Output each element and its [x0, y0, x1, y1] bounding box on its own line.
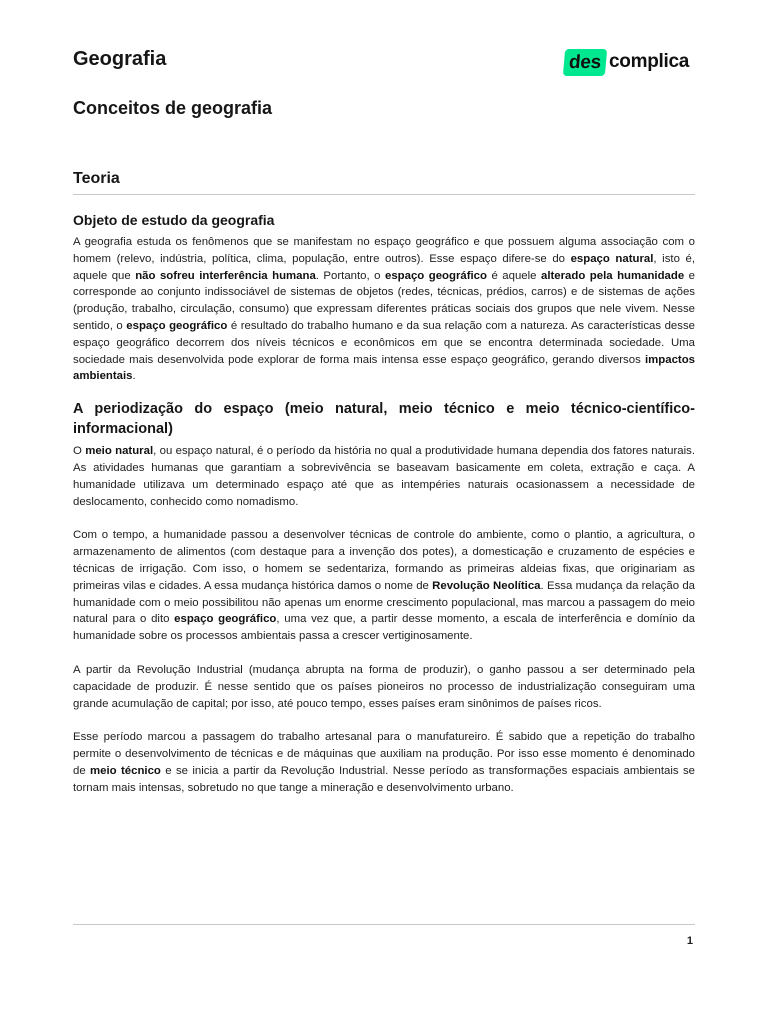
document-page	[73, 0, 695, 1024]
content-body	[73, 210, 695, 797]
paragraph-meio-tecnico: Esse período marcou a passagem do trabalho artesanal para o manufatureiro. É sabido que a repetição do trabalho permite o desenvolvimento de técnicas e de máquinas que auxiliam na produção. Por isso esse momento é denominado de meio técnico e se inicia a partir da Revolução Industrial. Nesse período as transformações espaciais ambientais se tornam mais intensas, sobretudo no que tange a mineração e desenvolvimento urbano.	[73, 731, 695, 794]
subject-title: Geografia	[73, 48, 167, 70]
page-number: 1	[686, 935, 693, 947]
section-divider	[73, 194, 695, 195]
section-title: Teoria	[73, 170, 120, 187]
footer-divider	[73, 924, 695, 925]
subsection-heading-2: A periodização do espaço (meio natural, meio técnico e meio técnico-científico-informacional)	[73, 401, 695, 438]
paragraph-meio-natural: O meio natural, ou espaço natural, é o período da história no qual a produtividade humana dependia dos fatores naturais. As atividades humanas que garantiam a sobrevivência se baseavam basicamente em coleta, extração e caça. A humanidade utilizava um determinado espaço até que as intempéries naturais ocasionassem a necessidade de deslocamento, conhecido como nomadismo.	[73, 445, 695, 508]
logo-badge: des	[563, 49, 607, 76]
logo-wordmark: complica	[609, 51, 689, 72]
paragraph-revolucao-neolitica: Com o tempo, a humanidade passou a desenvolver técnicas de controle do ambiente, como o plantio, a agricultura, o armazenamento de alimentos (com destaque para a invenção dos potes), a domesticação e cruzamento de espécies e técnicas de irrigação. Com isso, o homem se sedentariza, formando as primeiras aldeias fixas, que originariam as primeiras vilas e cidades. A essa mudança histórica damos o nome de Revolução Neolítica. Essa mudança da relação da humanidade com o meio possibilitou não apenas um enorme crescimento populacional, mas marcou a passagem do meio natural para o dito espaço geográfico, uma vez que, a partir desse momento, a escala de interferência e domínio da humanidade sobre os processos ambientais passa a crescer vertiginosamente.	[73, 529, 695, 643]
descomplica-logo	[564, 47, 689, 77]
topic-title: Conceitos de geografia	[73, 98, 273, 118]
subsection-heading-1: Objeto de estudo da geografia	[73, 212, 275, 228]
paragraph-revolucao-industrial: A partir da Revolução Industrial (mudança abrupta na forma de produzir), o ganho passou a ser determinado pela capacidade de produzir. É nesse sentido que os países pioneiros no processo de industrialização conseguiram uma grande acumulação de capital; por isso, até pouco tempo, esses países eram sinônimos de países ricos.	[73, 663, 695, 710]
paragraph-objeto: A geografia estuda os fenômenos que se manifestam no espaço geográfico e que possuem alguma associação com o homem (relevo, indústria, política, clima, população, entre outros). Esse espaço difere-se do espaço natural, isto é, aquele que não sofreu interferência humana. Portanto, o espaço geográfico é aquele alterado pela humanidade e corresponde ao conjunto indissociável de sistemas de objetos (redes, técnicas, prédios, carros) e de sistemas de ações (produção, trabalho, circulação, consumo) que expressam diferentes práticas sociais dos grupos que nele vivem. Nesse sentido, o espaço geográfico é resultado do trabalho humano e da sua relação com a natureza. As características desse espaço geográfico decorrem dos níveis técnicos e econômicos em que se encontra determinada sociedade. Uma sociedade mais desenvolvida pode explorar de forma mais intensa esse espaço geográfico, gerando diversos impactos ambientais.	[73, 236, 695, 383]
